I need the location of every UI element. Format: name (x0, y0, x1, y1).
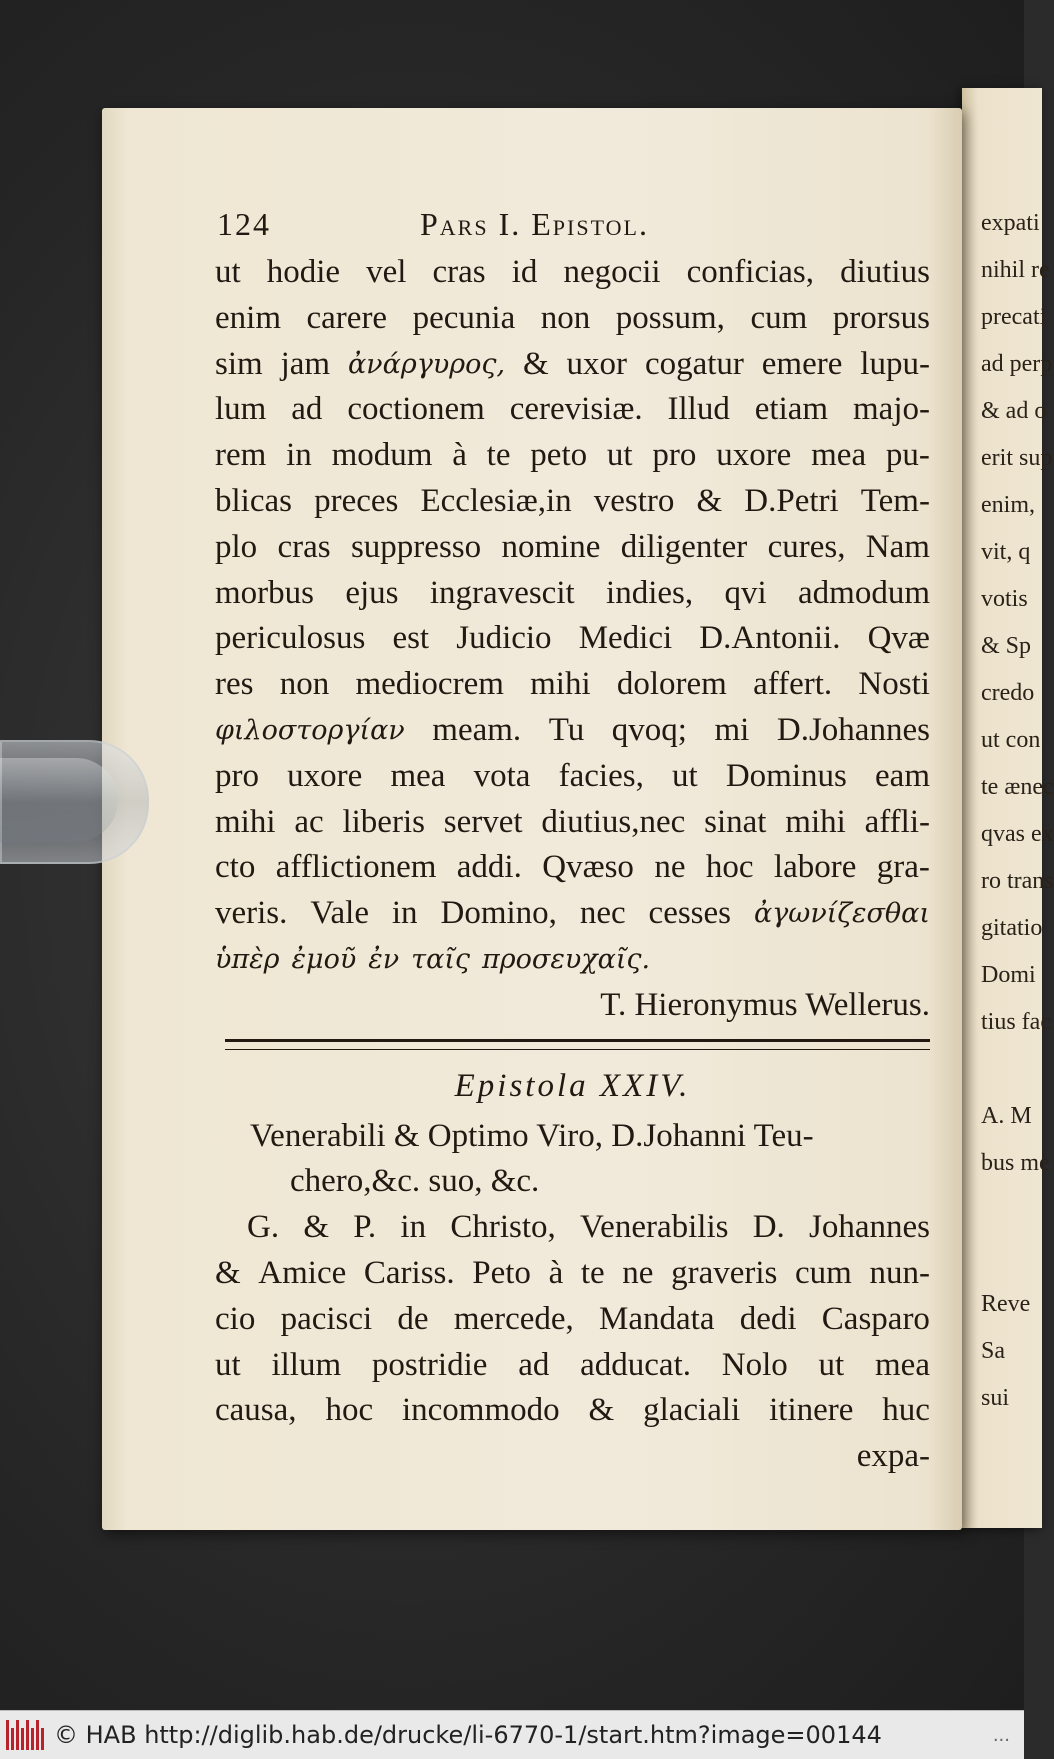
word: mihi (530, 666, 591, 703)
word: ὑπὲρ (215, 943, 280, 975)
word: vel (366, 254, 407, 290)
text-line (215, 342, 930, 388)
word: sim (215, 345, 263, 382)
text-line (215, 800, 930, 846)
word: affli- (864, 803, 930, 840)
word: φιλοστοργίαν (215, 714, 405, 746)
facing-page-fragment: bus me (981, 1150, 1050, 1176)
facing-page-fragment (981, 1234, 1041, 1281)
address-line: chero,&c. suo, &c. (290, 1163, 540, 1200)
word: in (391, 895, 418, 932)
word: pro (215, 757, 259, 794)
word: cto (215, 849, 256, 886)
word: diligenter (620, 528, 748, 565)
text-line (215, 571, 930, 617)
word: veris. (215, 895, 288, 932)
word: dolorem (616, 666, 727, 703)
word: glaciali (643, 1392, 741, 1429)
text-line (215, 891, 930, 937)
word: te (580, 1254, 605, 1291)
word: gra- (876, 849, 930, 886)
word: Tu (548, 711, 585, 748)
word: servet (443, 803, 523, 840)
facing-page-fragment: & ad o (981, 398, 1047, 424)
word: negocii (563, 254, 661, 290)
running-title: Pars I. Epistol. (420, 206, 649, 242)
word: plo (215, 528, 258, 565)
facing-page-fragment: & Sp (981, 633, 1032, 659)
epistola-title: Epistola XXIV. (454, 1067, 691, 1104)
facing-page-fragment: credo (981, 680, 1035, 706)
viewer-footer (0, 1710, 1024, 1759)
word: cio (215, 1300, 256, 1337)
word: diutius (840, 254, 930, 290)
facing-page-fragment: qvas ex (981, 821, 1054, 847)
word: à (452, 437, 467, 474)
facing-page-fragment: A. M (981, 1103, 1032, 1129)
word: Casparo (821, 1300, 930, 1337)
word: uxore (287, 757, 363, 794)
word: nun- (869, 1254, 930, 1291)
text-line (215, 387, 930, 433)
word: affert. (753, 666, 833, 703)
word: pecunia (412, 299, 516, 336)
letter-body-2 (215, 1205, 930, 1434)
word: preces (314, 482, 399, 519)
word: non (540, 299, 591, 336)
word: ut (672, 757, 698, 794)
word: in (286, 437, 312, 474)
word: cerevisiæ. (509, 391, 643, 428)
facing-page-fragment: ro trans (981, 868, 1054, 894)
word: ut (818, 1346, 845, 1383)
word: enim (215, 299, 281, 336)
word: etiam (754, 391, 829, 428)
word: mercede, (453, 1300, 574, 1337)
word: D. (752, 1209, 785, 1246)
word: suppresso (350, 528, 482, 565)
word: hodie (266, 254, 341, 290)
word: nec (579, 895, 626, 932)
word: Christo, (450, 1209, 556, 1246)
word: cogatur (644, 345, 744, 382)
section-rule (225, 1039, 930, 1050)
facing-page-fragment: ut con (981, 727, 1041, 753)
facing-page-fragment: expati (981, 210, 1040, 236)
word: Qvæso (542, 849, 634, 886)
word: labore (773, 849, 857, 886)
word: majo- (853, 391, 930, 428)
word: Judicio (456, 620, 552, 657)
word: meam. (432, 711, 522, 748)
word: est (392, 620, 430, 657)
word: Medici (578, 620, 673, 657)
word: periculosus (215, 620, 366, 657)
facing-page-fragment: erit sup (981, 445, 1053, 471)
word: Dominus (725, 757, 847, 794)
facing-page-fragment: vit, q (981, 539, 1031, 565)
facing-page-fragment: gitatio (981, 915, 1043, 941)
word: Domino, (440, 895, 557, 932)
word: ἀγωνίζεσθαι (753, 898, 930, 930)
word: hoc (325, 1392, 374, 1429)
word: rem (215, 437, 267, 474)
word: prorsus (832, 299, 930, 336)
word: pacisci (280, 1300, 373, 1337)
word: res (215, 666, 254, 703)
word: blicas (215, 482, 292, 519)
word: ac (294, 803, 324, 840)
word: vestro (593, 482, 675, 519)
word: adducat. (580, 1346, 691, 1383)
word: Nam (865, 528, 930, 565)
word: afflictionem (275, 849, 437, 886)
word: D.Johannes (776, 711, 930, 748)
word: Qvæ (867, 620, 930, 657)
word: carere (306, 299, 388, 336)
word: D.Petri (744, 482, 839, 519)
word: morbus (215, 574, 314, 611)
word: ad (291, 391, 323, 428)
text-line (215, 616, 930, 662)
text-line (215, 479, 930, 525)
text-line (215, 937, 930, 983)
word: cras (277, 528, 331, 565)
word: & (522, 345, 549, 382)
running-header (215, 198, 930, 250)
word: & (588, 1392, 615, 1429)
word: pro (652, 437, 697, 474)
text-line (215, 296, 930, 342)
text-line (215, 845, 930, 891)
word: G. (247, 1209, 280, 1246)
word: causa, (215, 1392, 297, 1429)
facing-page-fragment: precati (981, 304, 1047, 330)
word: modum (331, 437, 433, 474)
facing-page-fragment: ad perp (981, 351, 1053, 377)
word: itinere (769, 1392, 854, 1429)
word: postridie (371, 1346, 488, 1383)
word: te (486, 437, 511, 474)
word: nomine (501, 528, 601, 565)
word: προσευχαῖς. (482, 943, 651, 975)
word: ne (654, 849, 686, 886)
word: Nolo (721, 1346, 788, 1383)
word: P. (353, 1209, 377, 1246)
word: coctionem (347, 391, 485, 428)
word: huc (882, 1392, 930, 1429)
word: illum (271, 1346, 342, 1383)
page-clip-highlight (0, 758, 118, 842)
word: emere (761, 345, 843, 382)
facing-page-fragment: te ænec (981, 774, 1054, 800)
word: vota (473, 757, 531, 794)
word: à (548, 1254, 564, 1291)
word: sinat (704, 803, 767, 840)
word: indies, (606, 574, 694, 611)
word: mea (390, 757, 446, 794)
word: graveris (671, 1254, 778, 1291)
word: cum (750, 299, 808, 336)
word: eam (875, 757, 930, 794)
copyright-url[interactable]: © HAB http://diglib.hab.de/drucke/li-6770-1/start.htm?image=00144 (54, 1721, 882, 1749)
word: in (400, 1209, 427, 1246)
facing-page-fragment (981, 1046, 1041, 1093)
word: qvi (724, 574, 767, 611)
word: & (696, 482, 723, 519)
word: Mandata (599, 1300, 715, 1337)
word: uxor (566, 345, 628, 382)
word: ad (518, 1346, 550, 1383)
letter-body (215, 250, 930, 983)
word: Illud (667, 391, 730, 428)
word: Johannes (809, 1209, 930, 1246)
word: Tem- (860, 482, 930, 519)
facing-page-fragment: votis (981, 586, 1028, 612)
facing-page-text (981, 200, 1054, 1422)
word: jam (280, 345, 331, 382)
word: cures, (767, 528, 846, 565)
word: ut (215, 1346, 241, 1383)
word: & (215, 1254, 241, 1291)
facing-page-fragment: Reve (981, 1291, 1031, 1317)
facing-page-fragment: tius fac (981, 1009, 1051, 1035)
word: Ecclesiæ,in (420, 482, 572, 519)
word: pu- (885, 437, 930, 474)
word: Peto (472, 1254, 531, 1291)
word: Vale (310, 895, 369, 932)
facing-page-fragment: enim, (981, 492, 1035, 518)
word: liberis (342, 803, 425, 840)
text-line (215, 708, 930, 754)
word: cesses (648, 895, 732, 932)
word: ut (606, 437, 633, 474)
word: ἐν (368, 943, 400, 975)
word: mediocrem (355, 666, 504, 703)
word: qvoq; (611, 711, 687, 748)
word: mihi (785, 803, 846, 840)
word: conficias, (686, 254, 815, 290)
word: addi. (456, 849, 522, 886)
hab-logo-icon (6, 1720, 44, 1750)
word: Amice (258, 1254, 347, 1291)
facing-page-fragment: Domi (981, 962, 1036, 988)
word: hoc (705, 849, 754, 886)
word: ἐμοῦ (291, 943, 357, 975)
word: peto (530, 437, 588, 474)
catchword: expa- (856, 1438, 930, 1475)
word: lupu- (860, 345, 930, 382)
word: cras (432, 254, 486, 290)
word: uxore (716, 437, 792, 474)
word: ταῖς (411, 943, 471, 975)
text-line (215, 1205, 930, 1251)
facing-page-fragment: Sa (981, 1338, 1005, 1364)
text-line (215, 1388, 930, 1434)
signature: T. Hieronymus Wellerus. (600, 986, 930, 1023)
word: ejus (345, 574, 399, 611)
word: & (303, 1209, 329, 1246)
word: de (397, 1300, 429, 1337)
text-line (215, 1297, 930, 1343)
text-line (215, 754, 930, 800)
facing-page-fragment (981, 1187, 1041, 1234)
text-line (215, 250, 930, 296)
word: ut (215, 254, 241, 290)
page-text (215, 198, 930, 1480)
facing-page-fragment: nihil re (981, 257, 1050, 283)
word: ingravescit (429, 574, 575, 611)
word: Cariss. (363, 1254, 455, 1291)
word: admodum (798, 574, 930, 611)
word: mea (875, 1346, 930, 1383)
word: mea (811, 437, 867, 474)
text-line (215, 662, 930, 708)
word: incommodo (401, 1392, 560, 1429)
address-line: Venerabili & Optimo Viro, D.Johanni Teu- (250, 1117, 814, 1154)
text-line (215, 525, 930, 571)
text-line (215, 433, 930, 479)
word: ne (622, 1254, 654, 1291)
word: diutius,nec (541, 803, 686, 840)
word: Nosti (858, 666, 930, 703)
word: ἀνάργυρος, (347, 348, 506, 380)
word: mihi (215, 803, 276, 840)
word: mi (714, 711, 750, 748)
word: possum, (615, 299, 725, 336)
word: non (279, 666, 330, 703)
word: D.Antonii. (699, 620, 841, 657)
text-line (215, 1343, 930, 1389)
word: facies, (558, 757, 644, 794)
word: id (511, 254, 538, 290)
more-icon[interactable]: ... (992, 1724, 1010, 1746)
text-line (215, 1251, 930, 1297)
page-number: 124 (217, 206, 271, 242)
word: Venerabilis (580, 1209, 729, 1246)
word: cum (795, 1254, 852, 1291)
word: lum (215, 391, 267, 428)
facing-page-fragment: sui (981, 1385, 1010, 1411)
word: dedi (739, 1300, 797, 1337)
